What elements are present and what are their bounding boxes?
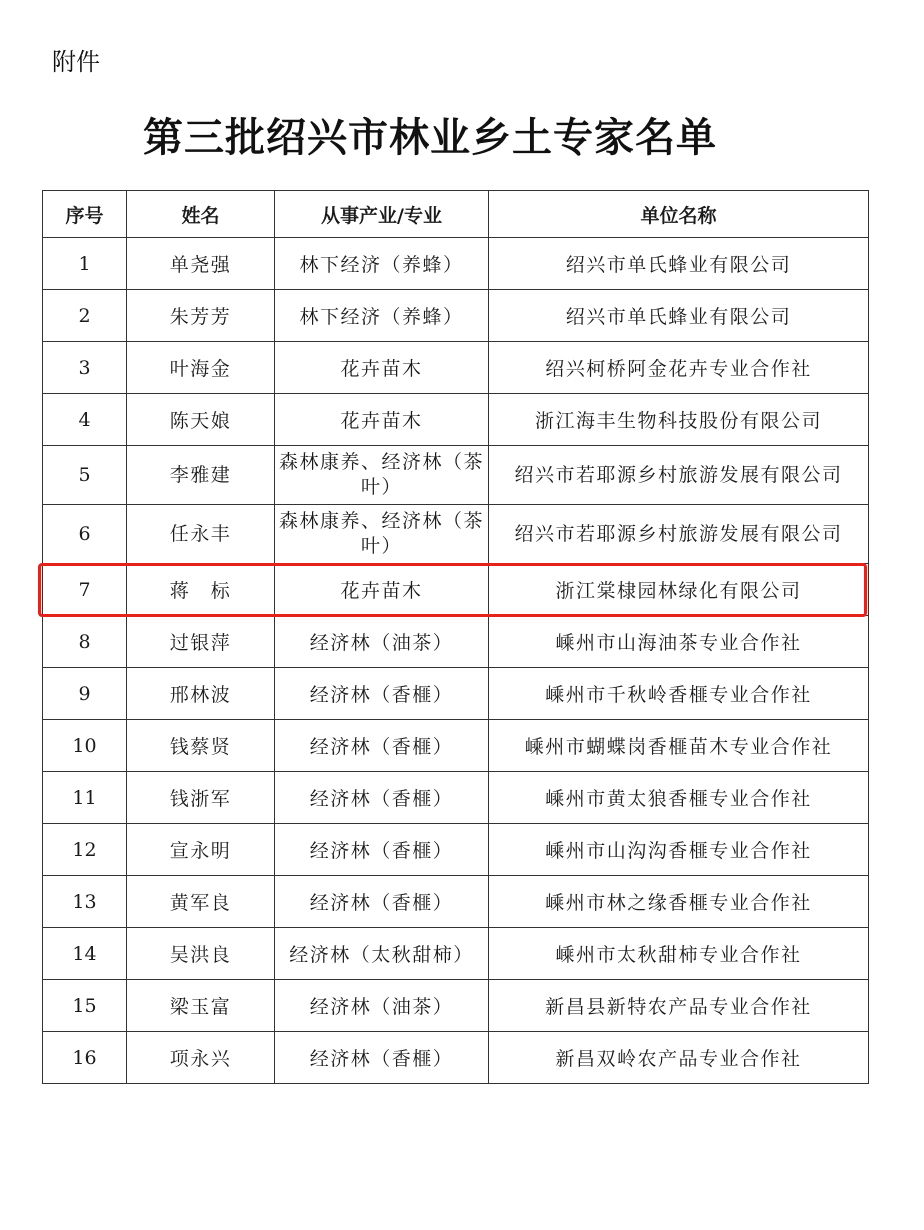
attachment-label: 附件 (52, 48, 100, 76)
row-number: 2 (43, 290, 127, 342)
row-number: 11 (43, 772, 127, 824)
expert-field: 经济林（香榧） (275, 876, 489, 928)
expert-name: 李雅建 (127, 446, 275, 505)
expert-name: 单尧强 (127, 238, 275, 290)
expert-field: 森林康养、经济林（茶叶） (275, 505, 489, 564)
expert-name: 钱浙军 (127, 772, 275, 824)
table-row (43, 772, 869, 824)
expert-field: 经济林（油茶） (275, 616, 489, 668)
expert-name: 蒋 标 (127, 564, 275, 616)
row-number: 15 (43, 980, 127, 1032)
expert-field: 花卉苗木 (275, 394, 489, 446)
table-row (43, 928, 869, 980)
row-number: 6 (43, 505, 127, 564)
expert-field: 林下经济（养蜂） (275, 238, 489, 290)
table-row (43, 238, 869, 290)
row-number: 16 (43, 1032, 127, 1084)
expert-unit: 绍兴市若耶源乡村旅游发展有限公司 (489, 446, 869, 505)
row-number: 13 (43, 876, 127, 928)
expert-unit: 嵊州市太秋甜柿专业合作社 (489, 928, 869, 980)
table-row (43, 824, 869, 876)
expert-field: 经济林（油茶） (275, 980, 489, 1032)
expert-unit: 嵊州市蝴蝶岗香榧苗木专业合作社 (489, 720, 869, 772)
expert-unit: 嵊州市黄太狼香榧专业合作社 (489, 772, 869, 824)
expert-field: 经济林（太秋甜柿） (275, 928, 489, 980)
expert-field: 经济林（香榧） (275, 1032, 489, 1084)
expert-name: 邢林波 (127, 668, 275, 720)
expert-name: 宣永明 (127, 824, 275, 876)
table-row (43, 505, 869, 564)
row-number: 8 (43, 616, 127, 668)
expert-name: 吴洪良 (127, 928, 275, 980)
expert-name: 朱芳芳 (127, 290, 275, 342)
row-number: 4 (43, 394, 127, 446)
table-row (43, 720, 869, 772)
expert-unit: 嵊州市山海油茶专业合作社 (489, 616, 869, 668)
row-number: 7 (43, 564, 127, 616)
expert-field: 经济林（香榧） (275, 772, 489, 824)
expert-unit: 浙江海丰生物科技股份有限公司 (489, 394, 869, 446)
expert-unit: 绍兴柯桥阿金花卉专业合作社 (489, 342, 869, 394)
table-row-highlighted (43, 564, 869, 616)
expert-unit: 绍兴市单氏蜂业有限公司 (489, 238, 869, 290)
expert-unit: 嵊州市林之缘香榧专业合作社 (489, 876, 869, 928)
table-row (43, 342, 869, 394)
row-number: 3 (43, 342, 127, 394)
document-title: 第三批绍兴市林业乡土专家名单 (143, 114, 717, 161)
row-number: 14 (43, 928, 127, 980)
expert-field: 经济林（香榧） (275, 720, 489, 772)
expert-field: 花卉苗木 (275, 342, 489, 394)
expert-name: 过银萍 (127, 616, 275, 668)
expert-name: 梁玉富 (127, 980, 275, 1032)
column-header-unit: 单位名称 (489, 191, 869, 238)
table-row (43, 446, 869, 505)
expert-field: 经济林（香榧） (275, 824, 489, 876)
column-header-number: 序号 (43, 191, 127, 238)
expert-field: 林下经济（养蜂） (275, 290, 489, 342)
row-number: 5 (43, 446, 127, 505)
expert-field: 经济林（香榧） (275, 668, 489, 720)
column-header-name: 姓名 (127, 191, 275, 238)
row-number: 12 (43, 824, 127, 876)
expert-name: 钱蔡贤 (127, 720, 275, 772)
expert-name: 黄军良 (127, 876, 275, 928)
table-row (43, 616, 869, 668)
row-number: 10 (43, 720, 127, 772)
table-row (43, 876, 869, 928)
table-row (43, 980, 869, 1032)
expert-name: 叶海金 (127, 342, 275, 394)
column-header-field: 从事产业/专业 (275, 191, 489, 238)
expert-unit: 嵊州市千秋岭香榧专业合作社 (489, 668, 869, 720)
table-row (43, 290, 869, 342)
table-row (43, 1032, 869, 1084)
expert-unit: 浙江棠棣园林绿化有限公司 (489, 564, 869, 616)
table-row (43, 394, 869, 446)
expert-unit: 新昌双岭农产品专业合作社 (489, 1032, 869, 1084)
expert-unit: 嵊州市山沟沟香榧专业合作社 (489, 824, 869, 876)
expert-roster-table (42, 190, 869, 1084)
expert-unit: 绍兴市若耶源乡村旅游发展有限公司 (489, 505, 869, 564)
row-number: 1 (43, 238, 127, 290)
expert-name: 陈天娘 (127, 394, 275, 446)
table-row (43, 668, 869, 720)
expert-unit: 新昌县新特农产品专业合作社 (489, 980, 869, 1032)
expert-name: 任永丰 (127, 505, 275, 564)
expert-unit: 绍兴市单氏蜂业有限公司 (489, 290, 869, 342)
row-number: 9 (43, 668, 127, 720)
table-header-row (43, 191, 869, 238)
expert-field: 森林康养、经济林（茶叶） (275, 446, 489, 505)
expert-field: 花卉苗木 (275, 564, 489, 616)
expert-name: 项永兴 (127, 1032, 275, 1084)
